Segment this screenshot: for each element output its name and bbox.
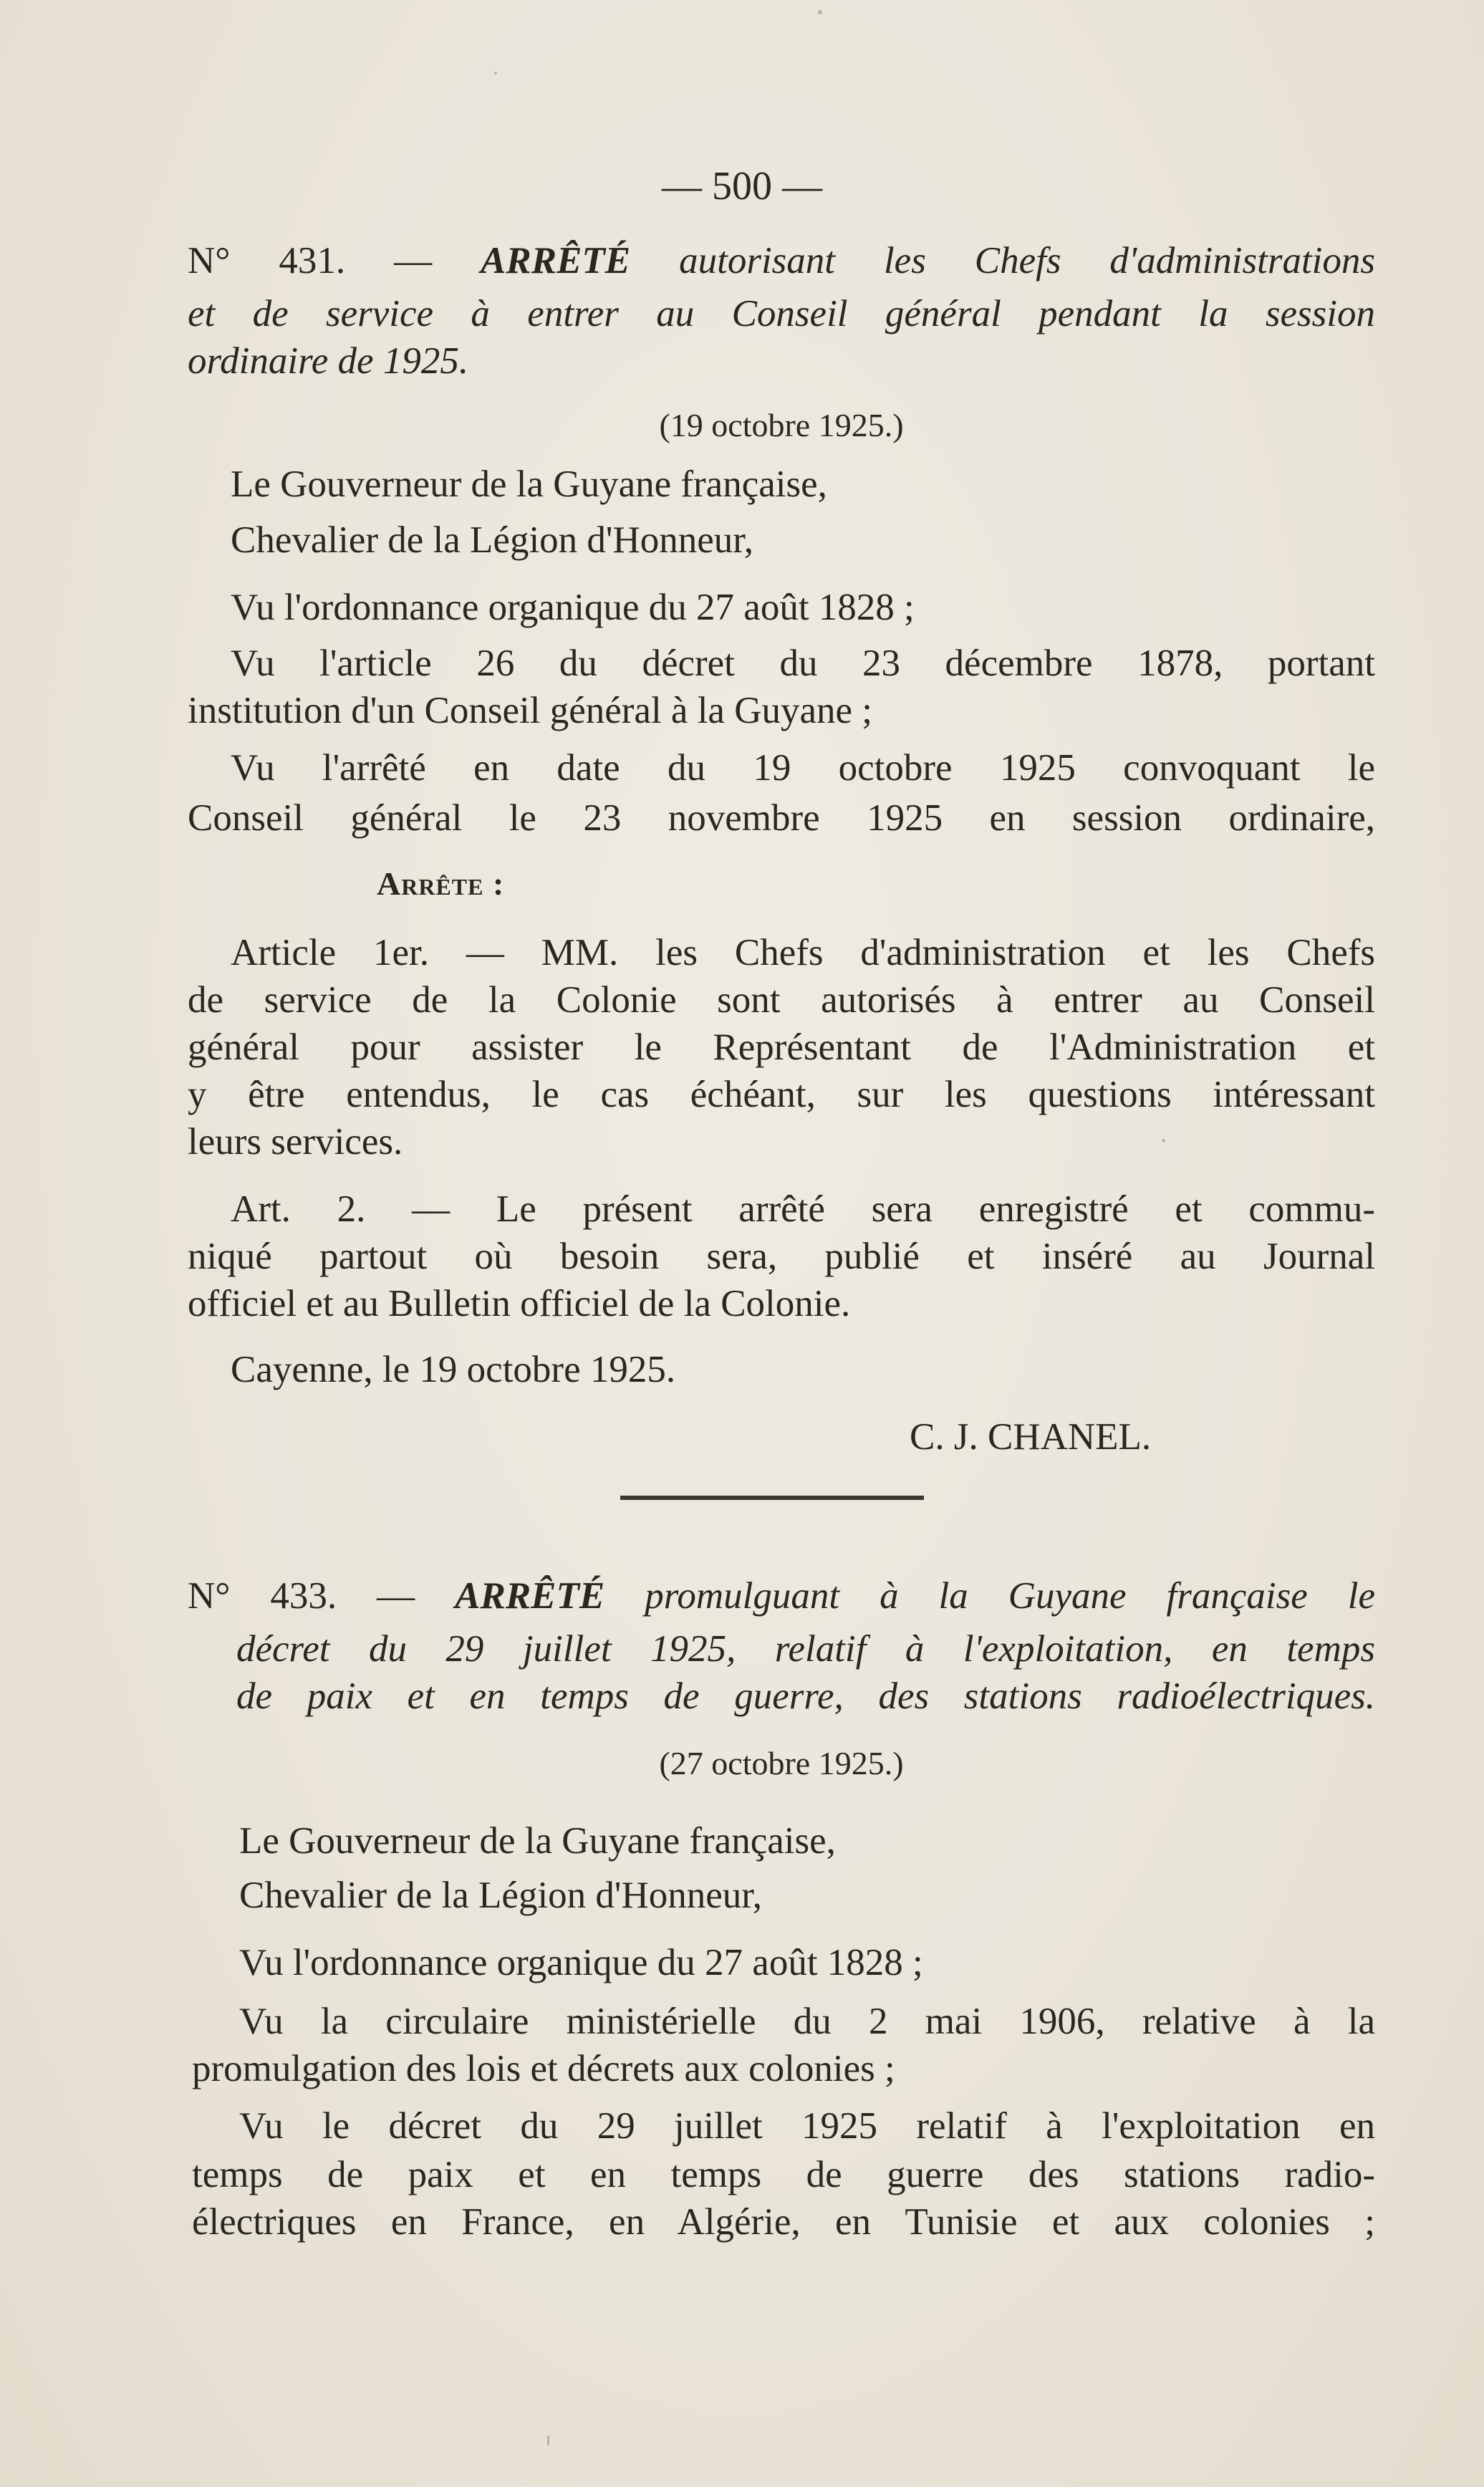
decree-431-vu-line: Conseil général le 23 novembre 1925 en session ordinaire, xyxy=(188,797,1375,839)
decree-433-vu-line: électriques en France, en Algérie, en Tunisie et aux colonies ; xyxy=(192,2201,1375,2243)
decree-431-title-line: et de service à entrer au Conseil général pendant la session xyxy=(188,293,1375,335)
decree-431-article1-line: y être entendus, le cas échéant, sur les questions intéressant xyxy=(188,1074,1375,1115)
decree-433-date: (27 octobre 1925.) xyxy=(659,1745,904,1781)
decree-431-title-line: autorisant les Chefs d'administrations xyxy=(679,240,1375,282)
decree-431-chevalier: Chevalier de la Légion d'Honneur, xyxy=(231,519,754,561)
decree-431-date: (19 octobre 1925.) xyxy=(659,407,904,443)
decree-431-arrete-heading: Arrête : xyxy=(377,865,505,902)
decree-433-heading xyxy=(188,1573,1375,1619)
decree-431-vu-line: Vu l'arrêté en date du 19 octobre 1925 convoquant le xyxy=(231,747,1375,789)
paper-speck xyxy=(494,72,497,74)
section-separator xyxy=(620,1496,924,1500)
decree-431-title-line: ordinaire de 1925. xyxy=(188,340,469,382)
decree-431-article1-line: Article 1er. — MM. les Chefs d'administration et les Chefs xyxy=(231,932,1375,973)
decree-431-dash: — xyxy=(394,240,433,282)
decree-433-vu-line: promulgation des lois et décrets aux colonies ; xyxy=(192,2048,895,2089)
decree-433-vu-line: Vu l'ordonnance organique du 27 août 1828 ; xyxy=(239,1942,923,1983)
decree-431-title-word: ARRÊTÉ xyxy=(481,240,631,282)
page-number: — 500 — xyxy=(662,164,822,208)
decree-431-vu-line: Vu l'ordonnance organique du 27 août 1828 ; xyxy=(231,587,915,628)
decree-431-number: N° 431. xyxy=(188,240,346,282)
decree-431-place-date: Cayenne, le 19 octobre 1925. xyxy=(231,1349,676,1390)
decree-431-heading xyxy=(188,238,1375,284)
decree-431-article1-line: de service de la Colonie sont autorisés à entrer au Conseil xyxy=(188,979,1375,1021)
decree-433-chevalier: Chevalier de la Légion d'Honneur, xyxy=(239,1875,763,1916)
decree-433-title-line: décret du 29 juillet 1925, relatif à l'exploitation, en temps xyxy=(236,1628,1375,1670)
decree-431-article1-line: leurs services. xyxy=(188,1121,403,1163)
decree-431-vu-line: institution d'un Conseil général à la Guyane ; xyxy=(188,690,872,731)
decree-433-number: N° 433. xyxy=(188,1575,337,1617)
decree-431-article1-line: général pour assister le Représentant de l'Administration et xyxy=(188,1026,1375,1068)
decree-431-article2-line: Art. 2. — Le présent arrêté sera enregistré et commu- xyxy=(231,1188,1375,1230)
decree-431-article2-line: officiel et au Bulletin officiel de la Colonie. xyxy=(188,1283,851,1324)
paper-speck xyxy=(547,2435,549,2445)
decree-433-title-word: ARRÊTÉ xyxy=(455,1575,605,1617)
paper-speck xyxy=(818,10,822,14)
decree-433-title-line: promulguant à la Guyane française le xyxy=(645,1575,1375,1617)
decree-433-vu-line: temps de paix et en temps de guerre des stations radio- xyxy=(192,2154,1375,2195)
decree-433-vu-line: Vu le décret du 29 juillet 1925 relatif à l'exploitation en xyxy=(239,2105,1375,2147)
decree-431-article2-line: niqué partout où besoin sera, publié et inséré au Journal xyxy=(188,1236,1375,1277)
decree-433-dash: — xyxy=(377,1575,415,1617)
decree-431-governor: Le Gouverneur de la Guyane française, xyxy=(231,463,827,505)
decree-431-signature: C. J. CHANEL. xyxy=(910,1416,1152,1458)
decree-433-title-line: de paix et en temps de guerre, des stations radioélectriques. xyxy=(236,1675,1375,1717)
decree-433-vu-line: Vu la circulaire ministérielle du 2 mai 1906, relative à la xyxy=(239,2001,1375,2042)
decree-433-governor: Le Gouverneur de la Guyane française, xyxy=(239,1820,836,1862)
decree-431-vu-line: Vu l'article 26 du décret du 23 décembre 1878, portant xyxy=(231,643,1375,684)
